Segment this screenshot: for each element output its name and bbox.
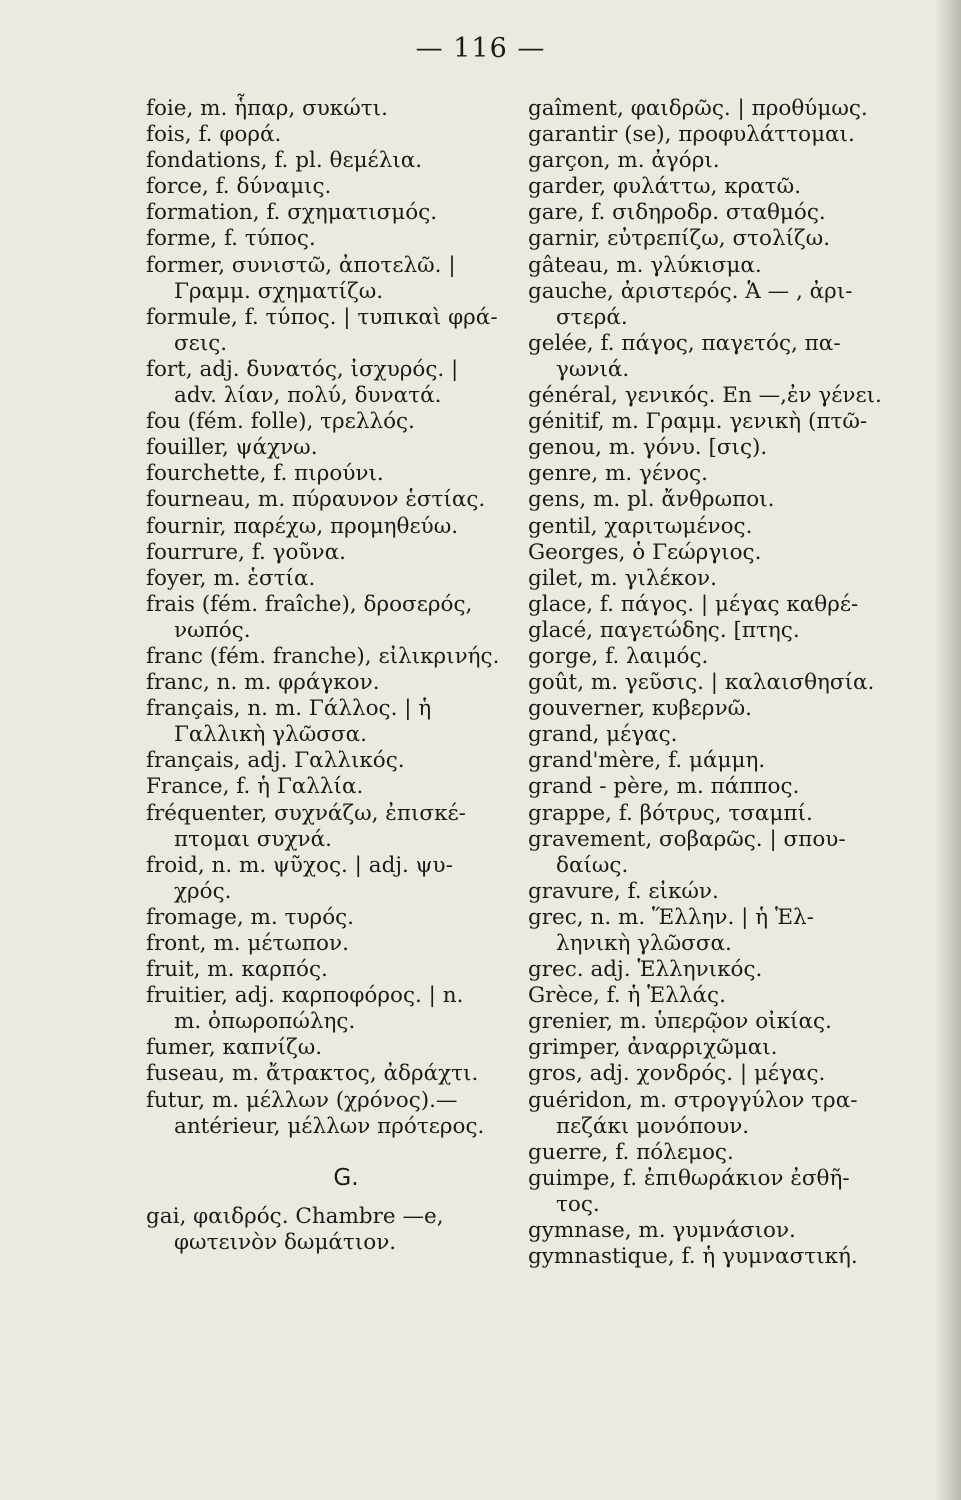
dictionary-line: front, m. μέτωπον. [146, 931, 349, 956]
dictionary-line: franc, n. m. φράγκον. [146, 670, 380, 696]
dictionary-line: fourchette, f. πιρούνι. [146, 461, 384, 487]
dictionary-line: goût, m. γεῦσις. | καλαισθησία. [528, 670, 875, 696]
dictionary-line: τος. [556, 1191, 600, 1217]
right-column [528, 96, 940, 1270]
dictionary-line: fromage, m. τυρός. [146, 904, 355, 930]
dictionary-line: former, συνιστῶ, ἀποτελῶ. | [146, 252, 456, 278]
dictionary-line: grappe, f. βότρυς, τσαμπί. [528, 800, 813, 826]
dictionary-line: formation, f. σχηματισμός. [146, 200, 438, 226]
dictionary-line: gens, m. pl. ἄνθρωποι. [528, 487, 775, 513]
dictionary-line: m. ὀπωροπώλης. [174, 1009, 356, 1035]
dictionary-line: garçon, m. ἀγόρι. [528, 148, 720, 174]
dictionary-line: γωνιά. [556, 356, 630, 382]
dictionary-line: foyer, m. ἑστία. [146, 565, 316, 591]
dictionary-line: France, f. ἡ Γαλλία. [146, 774, 364, 800]
dictionary-line: φωτεινὸν δωμάτιον. [174, 1229, 397, 1255]
dictionary-line: franc (fém. franche), εἰλικρινής. [146, 643, 500, 669]
dictionary-line: πεζάκι μονόπουν. [556, 1113, 750, 1139]
dictionary-line: gentil, χαριτωμένος. [528, 513, 753, 539]
dictionary-line: genre, m. γένος. [528, 461, 708, 487]
dictionary-line: force, f. δύναμις. [146, 174, 332, 200]
dictionary-line: fourrure, f. γοῦνα. [146, 539, 346, 565]
dictionary-line: garantir (se), προφυλάττομαι. [528, 122, 855, 148]
dictionary-line: στερά. [556, 304, 628, 330]
dictionary-line: français, n. m. Γάλλος. | ἡ [146, 696, 432, 722]
dictionary-line: froid, n. m. ψῦχος. | adj. ψυ- [146, 852, 453, 878]
dictionary-line: gare, f. σιδηροδρ. σταθμός. [528, 200, 826, 226]
dictionary-line: glace, f. πάγος. | μέγας καθρέ- [528, 591, 859, 617]
dictionary-line: grenier, m. ὑπερῷον οἰκίας. [528, 1009, 832, 1035]
dictionary-line: fruit, m. καρπός. [146, 957, 328, 983]
dictionary-line: Grèce, f. ἡ Ἑλλάς. [528, 983, 726, 1009]
page-number: — 116 — [415, 33, 546, 64]
dictionary-line: grand, μέγας. [528, 722, 678, 748]
dictionary-line: gravement, σοβαρῶς. | σπου- [528, 826, 846, 852]
dictionary-line: grand - père, m. πάππος. [528, 774, 800, 800]
dictionary-line: σεις. [174, 330, 228, 356]
dictionary-line: fou (fém. folle), τρελλός. [146, 409, 415, 435]
dictionary-line: gelée, f. πάγος, παγετός, πα- [528, 330, 841, 356]
dictionary-line: gilet, m. γιλέκον. [528, 565, 717, 591]
dictionary-line: général, γενικός. En —,ἐν γένει. [528, 383, 882, 409]
dictionary-line: grec, n. m. Ἕλλην. | ἡ Ἑλ- [528, 904, 814, 930]
dictionary-line: gravure, f. εἰκών. [528, 878, 719, 904]
left-column [146, 96, 546, 1256]
dictionary-line: forme, f. τύπος. [146, 226, 316, 252]
dictionary-line: gâteau, m. γλύκισμα. [528, 252, 762, 278]
binding-shadow [935, 0, 961, 1500]
dictionary-line: Γραμμ. σχηματίζω. [174, 278, 384, 304]
dictionary-line: adv. λίαν, πολύ, δυνατά. [174, 383, 442, 409]
dictionary-line: fruitier, adj. καρποφόρος. | n. [146, 983, 464, 1009]
dictionary-line: gai, φαιδρός. Chambre —e, [146, 1203, 444, 1229]
dictionary-line: gauche, ἀριστερός. Ἁ — , ἀρι- [528, 278, 853, 304]
dictionary-line: formule, f. τύπος. | τυπικαὶ φρά- [146, 304, 498, 330]
dictionary-line: grimper, ἀναρριχῶμαι. [528, 1035, 778, 1061]
dictionary-line: génitif, m. Γραμμ. γενικὴ (πτῶ- [528, 409, 868, 435]
dictionary-line: français, adj. Γαλλικός. [146, 748, 405, 774]
dictionary-line: antérieur, μέλλων πρότερος. [174, 1113, 485, 1139]
section-letter-heading: G. [333, 1164, 359, 1191]
dictionary-line: frais (fém. fraîche), δροσερός, [146, 591, 473, 617]
dictionary-line: grand'mère, f. μάμμη. [528, 748, 766, 774]
dictionary-line: gymnastique, f. ἡ γυμναστική. [528, 1244, 858, 1270]
dictionary-line: guerre, f. πόλεμος. [528, 1139, 734, 1165]
dictionary-line: gaîment, φαιδρῶς. | προθύμως. [528, 96, 868, 121]
dictionary-line: fuseau, m. ἄτρακτος, ἀδράχτι. [146, 1061, 479, 1087]
dictionary-line: fumer, καπνίζω. [146, 1035, 323, 1061]
dictionary-line: guéridon, m. στρογγύλον τρα- [528, 1087, 858, 1113]
dictionary-line: νωπός. [174, 617, 251, 643]
dictionary-line: ληνικὴ γλῶσσα. [556, 931, 732, 956]
dictionary-line: garnir, εὐτρεπίζω, στολίζω. [528, 226, 831, 252]
dictionary-line: gouverner, κυβερνῶ. [528, 696, 753, 722]
dictionary-line: genou, m. γόνυ. [σις). [528, 435, 768, 461]
dictionary-line: foie, m. ἧπαρ, συκώτι. [146, 96, 388, 121]
dictionary-line: χρός. [174, 878, 232, 904]
dictionary-line: fois, f. φορά. [146, 122, 282, 148]
dictionary-line: fort, adj. δυνατός, ἰσχυρός. | [146, 356, 459, 382]
dictionary-line: gorge, f. λαιμός. [528, 643, 709, 669]
dictionary-line: gymnase, m. γυμνάσιον. [528, 1218, 796, 1244]
dictionary-line: fourneau, m. πύραυνον ἑστίας. [146, 487, 486, 513]
dictionary-line: fondations, f. pl. θεμέλια. [146, 148, 423, 174]
dictionary-line: grec. adj. Ἑλληνικός. [528, 957, 763, 983]
dictionary-line: πτομαι συχνά. [174, 826, 332, 852]
dictionary-line: glacé, παγετώδης. [πτης. [528, 617, 800, 643]
dictionary-line: guimpe, f. ἐπιθωράκιον ἐσθῆ- [528, 1165, 850, 1191]
dictionary-line: Γαλλικὴ γλῶσσα. [174, 722, 367, 748]
dictionary-line: garder, φυλάττω, κρατῶ. [528, 174, 802, 200]
dictionary-line: gros, adj. χονδρός. | μέγας. [528, 1061, 826, 1087]
dictionary-line: fournir, παρέχω, προμηθεύω. [146, 513, 459, 539]
dictionary-line: Georges, ὁ Γεώργιος. [528, 539, 762, 565]
dictionary-line: δαίως. [556, 852, 629, 878]
dictionary-line: futur, m. μέλλων (χρόνος).— [146, 1087, 458, 1113]
dictionary-line: fouiller, ψάχνω. [146, 435, 318, 461]
dictionary-line: fréquenter, συχνάζω, ἐπισκέ- [146, 800, 466, 826]
